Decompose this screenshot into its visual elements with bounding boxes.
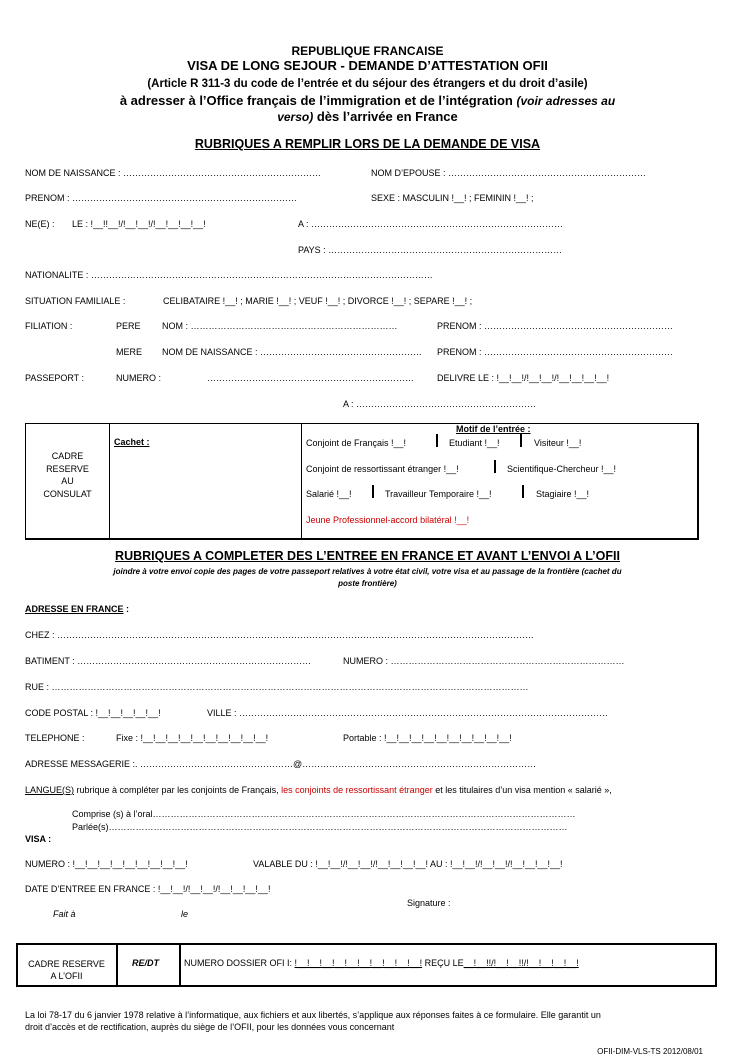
motif-conjoint-francais[interactable]: Conjoint de Français !__! [306, 438, 407, 448]
adresse-numero-field[interactable]: NUMERO : …………………………………………………………………… [343, 656, 625, 666]
section2-subtitle-1: joindre à votre envoi copie des pages de votre passeport relatives à votre état civil, votre visa et au passage de la frontière (cachet du [113, 567, 622, 576]
telephone-fixe-field[interactable]: Fixe : !__!__!__!__!__!__!__!__!__!__! [116, 733, 269, 743]
motif-separator [436, 434, 438, 447]
telephone-portable-field[interactable]: Portable : !__!__!__!__!__!__!__!__!__!__! [343, 733, 512, 743]
sexe-field[interactable]: SEXE : MASCULIN !__! ; FEMININ !__! ; [371, 193, 534, 203]
ofii-divider-1 [116, 944, 118, 986]
lieu-naissance-field[interactable]: A : ………………………………………………………………………… [298, 219, 564, 229]
telephone-label: TELEPHONE : [25, 733, 85, 743]
passeport-lieu-field[interactable]: A : …………………………………………………… [343, 399, 537, 409]
cadre-ofii-label: CADRE RESERVE A L’OFII [28, 959, 105, 981]
motif-travailleur-temporaire[interactable]: Travailleur Temporaire !__! [385, 489, 492, 499]
cachet-label: Cachet : [114, 437, 150, 447]
pere-label: PERE [116, 321, 141, 331]
motif-etudiant[interactable]: Etudiant !__! [449, 438, 500, 448]
passeport-numero-label: NUMERO : [116, 373, 161, 383]
section2-title: RUBRIQUES A COMPLETER DES L’ENTREE EN FRANCE ET AVANT L’ENVOI A L’OFII [115, 549, 620, 563]
motif-conjoint-etranger[interactable]: Conjoint de ressortissant étranger !__! [306, 464, 459, 474]
visa-numero-field[interactable]: NUMERO : !__!__!__!__!__!__!__!__!__! [25, 859, 188, 869]
consulat-divider-1 [109, 423, 110, 539]
date-entree-field[interactable]: DATE D’ENTREE EN FRANCE : !__!__!/!__!__!/!__!__!__!__! [25, 884, 271, 894]
nationalite-field[interactable]: NATIONALITE : …………………………………………………………………………………………………… [25, 270, 433, 280]
situation-label: SITUATION FAMILIALE : [25, 296, 126, 306]
ofii-divider-2 [179, 944, 181, 986]
motif-jeune-professionnel[interactable]: Jeune Professionnel-accord bilatéral !__! [306, 515, 470, 525]
section1-title: RUBRIQUES A REMPLIR LORS DE LA DEMANDE DE VISA [194, 137, 541, 151]
numero-dossier-ofii-field[interactable]: NUMERO DOSSIER OFI I: !__!__!__!__!__!__!__!__!__!__! REÇU LE__!__!!/!__!__!!/!__!__!__!__! [184, 958, 579, 968]
date-naissance-field[interactable]: LE : !__!!__!/!__!__!/!__!__!__!__! [72, 219, 206, 229]
passeport-numero-field[interactable]: …………………………………………………………… [207, 373, 414, 383]
motif-separator [494, 460, 496, 473]
header-adresser: à adresser à l’Office français de l’immigration et de l’intégration (voir adresses au [119, 93, 616, 108]
motif-stagiaire[interactable]: Stagiaire !__! [536, 489, 590, 499]
chez-field[interactable]: CHEZ : …………………………………………………………………………………………………………………………………………… [25, 630, 535, 640]
section2-subtitle-2: poste frontière) [338, 579, 397, 588]
redt-label: RE/DT [132, 958, 159, 968]
header-article: (Article R 311-3 du code de l’entrée et du séjour des étrangers et du droit d’asile) [147, 78, 588, 90]
signature-label: Signature : [407, 898, 451, 908]
situation-options[interactable]: CELIBATAIRE !__! ; MARIE !__! ; VEUF !__! ; DIVORCE !__! ; SEPARE !__! ; [163, 296, 473, 306]
ne-label: NE(E) : [25, 219, 55, 229]
loi-informatique-line-1: La loi 78-17 du 6 janvier 1978 relative à l’informatique, aux fichiers et aux libertés, s’applique aux réponses faites à ce formulaire. Elle garantit un [25, 1010, 601, 1020]
rue-field[interactable]: RUE : …………………………………………………………………………………………………………………………………………… [25, 682, 529, 692]
pere-nom-field[interactable]: NOM : …………………………………………………………… [162, 321, 398, 331]
header-republique: REPUBLIQUE FRANCAISE [291, 44, 444, 58]
langue-comprise-field[interactable]: Comprise (s) à l’oral…………………………………………………………………………………………………………………………… [72, 809, 576, 819]
motif-title: Motif de l’entrée : [456, 424, 531, 434]
nom-naissance-field[interactable]: NOM DE NAISSANCE : ………………………………………………………… [25, 168, 322, 178]
email-field[interactable]: ADRESSE MESSAGERIE :. ……………………………………………@…………………………………………………………………… [25, 759, 537, 769]
visa-label: VISA : [25, 834, 52, 844]
mere-label: MERE [116, 347, 143, 357]
langue-instructions: LANGUE(S) rubrique à compléter par les conjoints de Français, les conjoints de ressortissant étranger et les titulaires d’un visa mention « salarié », [25, 785, 612, 795]
motif-salarie[interactable]: Salarié !__! [306, 489, 352, 499]
motif-visiteur[interactable]: Visiteur !__! [534, 438, 582, 448]
adresse-france-title: ADRESSE EN FRANCE : [25, 604, 130, 614]
mere-prenom-field[interactable]: PRENOM : ……………………………………………………… [437, 347, 674, 357]
motif-scientifique[interactable]: Scientifique-Chercheur !__! [507, 464, 617, 474]
form-title: VISA DE LONG SEJOUR - DEMANDE D’ATTESTATION OFII [187, 58, 548, 73]
fait-a-label: Fait à [53, 909, 76, 919]
passeport-label: PASSEPORT : [25, 373, 85, 383]
pays-field[interactable]: PAYS : …………………………………………………………………… [298, 245, 563, 255]
visa-validite-field[interactable]: VALABLE DU : !__!__!/!__!__!/!__!__!__!__! AU : !__!__!/!__!__!/!__!__!__!__! [253, 859, 563, 869]
code-postal-field[interactable]: CODE POSTAL : !__!__!__!__!__! [25, 708, 161, 718]
ville-field[interactable]: VILLE : …………………………………………………………………………………………………………… [207, 708, 609, 718]
cadre-consulat-label: CADRE RESERVE AU CONSULAT [43, 451, 92, 499]
nom-epouse-field[interactable]: NOM D’EPOUSE : ………………………………………………………… [371, 168, 647, 178]
pere-prenom-field[interactable]: PRENOM : ……………………………………………………… [437, 321, 674, 331]
loi-informatique-line-2: droit d’accès et de rectification, auprès du siège de l’OFII, pour les données vous concernant [25, 1022, 395, 1032]
consulat-divider-2 [301, 423, 302, 539]
batiment-field[interactable]: BATIMENT : …………………………………………………………………… [25, 656, 312, 666]
motif-separator [372, 485, 374, 498]
motif-separator [522, 485, 524, 498]
prenom-field[interactable]: PRENOM : ………………………………………………………………… [25, 193, 298, 203]
fait-le-label: le [181, 909, 189, 919]
langue-parlee-field[interactable]: Parlée(s)……………………………………………………………………………………………………………………………………… [72, 822, 568, 832]
passeport-delivre-field[interactable]: DELIVRE LE : !__!__!/!__!__!/!__!__!__!__! [437, 373, 610, 383]
filiation-label: FILIATION : [25, 321, 73, 331]
form-code: OFII-DIM-VLS-TS 2012/08/01 [597, 1047, 703, 1056]
motif-separator [520, 434, 522, 447]
header-arrivee: verso) dès l’arrivée en France [277, 109, 458, 124]
mere-nom-field[interactable]: NOM DE NAISSANCE : ……………………………………………… [162, 347, 423, 357]
